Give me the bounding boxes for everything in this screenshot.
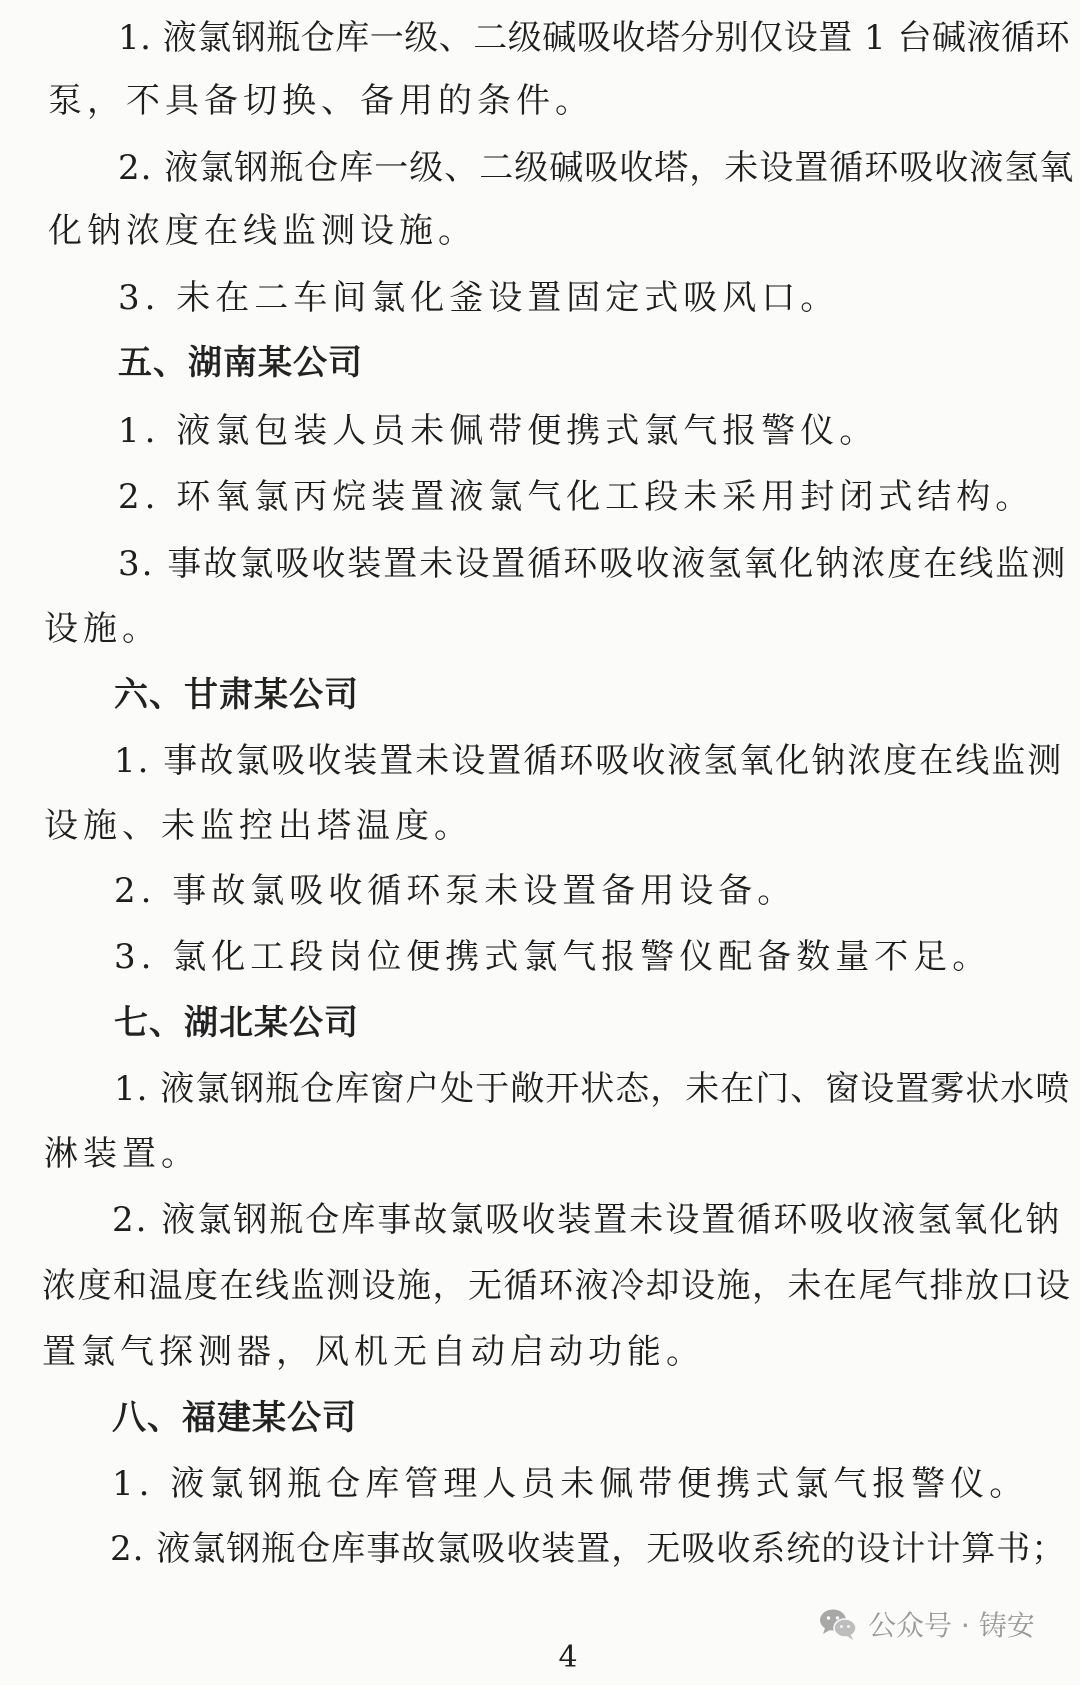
section-heading: 五、湖南某公司	[118, 343, 363, 383]
body-line: 置氯气探测器，风机无自动启动功能。	[42, 1332, 705, 1372]
wechat-icon	[818, 1607, 858, 1641]
page-number: 4	[558, 1640, 578, 1675]
body-line: 化钠浓度在线监测设施。	[48, 211, 477, 251]
body-line: 1. 事故氯吸收装置未设置循环吸收液氢氧化钠浓度在线监测	[114, 741, 1064, 781]
body-line: 设施、未监控出塔温度。	[44, 806, 473, 846]
section-heading: 七、湖北某公司	[114, 1003, 359, 1043]
body-line: 1. 液氯钢瓶仓库管理人员未佩带便携式氯气报警仪。	[112, 1464, 1029, 1504]
body-line: 3. 氯化工段岗位便携式氯气报警仪配备数量不足。	[114, 937, 992, 977]
section-heading: 六、甘肃某公司	[114, 675, 359, 715]
body-line: 3. 未在二车间氯化釜设置固定式吸风口。	[118, 278, 840, 318]
body-line: 2. 环氧氯丙烷装置液氯气化工段未采用封闭式结构。	[118, 477, 1035, 517]
section-heading: 八、福建某公司	[112, 1398, 357, 1438]
watermark-text: 公众号 · 铸安	[868, 1609, 1035, 1642]
body-line: 3. 事故氯吸收装置未设置循环吸收液氢氧化钠浓度在线监测	[118, 544, 1068, 584]
watermark	[818, 1604, 1035, 1644]
body-line: 1. 液氯钢瓶仓库一级、二级碱吸收塔分别仅设置 1 台碱液循环	[118, 18, 1070, 58]
body-line: 1. 液氯包装人员未佩带便携式氯气报警仪。	[118, 411, 879, 451]
body-line: 淋装置。	[44, 1134, 200, 1174]
body-line: 泵，不具备切换、备用的条件。	[48, 81, 594, 121]
body-line: 设施。	[44, 609, 161, 649]
body-line: 2. 事故氯吸收循环泵未设置备用设备。	[114, 871, 797, 911]
body-line: 2. 液氯钢瓶仓库一级、二级碱吸收塔，未设置循环吸收液氢氧	[118, 148, 1075, 188]
body-line: 2. 液氯钢瓶仓库事故氯吸收装置，无吸收系统的设计计算书；	[110, 1529, 1067, 1569]
body-line: 浓度和温度在线监测设施，无循环液冷却设施，未在尾气排放口设	[42, 1266, 1072, 1306]
body-line: 1. 液氯钢瓶仓库窗户处于敞开状态，未在门、窗设置雾状水喷	[114, 1069, 1071, 1109]
body-line: 2. 液氯钢瓶仓库事故氯吸收装置未设置循环吸收液氢氧化钠	[112, 1200, 1062, 1240]
